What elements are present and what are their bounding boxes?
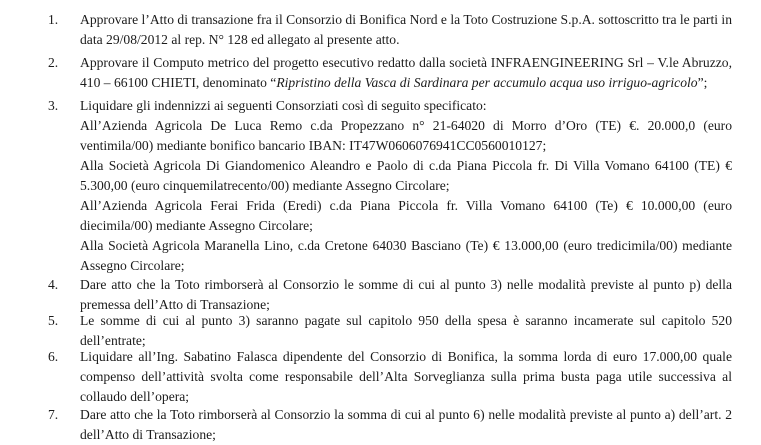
item-text xyxy=(80,53,732,93)
beneficiary-paragraph: Alla Società Agricola Di Giandomenico Aleandro e Paolo di c.da Piana Piccola fr. Di Villa Vomano 64100 (TE) € 5.300,00 (euro cinquemilatrecento/00) mediante Assegno Circolare; xyxy=(80,158,732,193)
item-number: 1. xyxy=(48,12,59,27)
item-number: 4. xyxy=(48,277,59,292)
beneficiary-paragraph: All’Azienda Agricola De Luca Remo c.da Propezzano n° 21-64020 di Morro d’Oro (TE) €. 20.000,0 (euro ventimila/00) mediante bonifico bancario IBAN: IT47W0606076941CC0560010127; xyxy=(80,118,732,153)
item-number: 2. xyxy=(48,55,59,70)
beneficiary-paragraph: Alla Società Agricola Maranella Lino, c.da Cretone 64030 Basciano (Te) € 13.000,00 (euro tredicimila/00) mediante Assegno Circolare; xyxy=(80,238,732,273)
item-text: Dare atto che la Toto rimborserà al Consorzio la somma di cui al punto 6) nelle modalità previste al punto a) dell’art. 2 dell’Atto di Transazione; xyxy=(80,407,732,442)
item-number: 3. xyxy=(48,98,59,113)
beneficiary-paragraph: All’Azienda Agricola Ferai Frida (Eredi) c.da Piana Piccola fr. Villa Vomano 64100 (Te) € 10.000,00 (euro diecimila/00) mediante Assegno Circolare; xyxy=(80,198,732,233)
item-text: Le somme di cui al punto 3) saranno pagate sul capitolo 950 della spesa è saranno incamerate sul capitolo 520 dell’entrate; xyxy=(80,313,732,348)
item-text: Liquidare all’Ing. Sabatino Falasca dipendente del Consorzio di Bonifica, la somma lorda di euro 17.000,00 quale compenso dell’attività svolta come responsabile dell’Alta Sorveglianza sulla prima busta paga utile successiva al collaudo dell’opera; xyxy=(80,349,732,404)
item-text: Dare atto che la Toto rimborserà al Consorzio le somme di cui al punto 3) nelle modalità previste al punto p) della premessa dell’Atto di Transazione; xyxy=(80,277,732,312)
item-text: Approvare l’Atto di transazione fra il Consorzio di Bonifica Nord e la Toto Costruzione S.p.A. sottoscritto tra le parti in data 29/08/2012 al rep. N° 128 ed allegato al presente atto. xyxy=(80,12,732,47)
project-title: Ripristino della Vasca di Sardinara per accumulo acqua uso irriguo-agricolo xyxy=(276,75,698,90)
item-text-start: Approvare il Computo metrico del progetto esecutivo redatto dalla società INFRAENGINEERING Srl – V.le Abruzzo, 410 – 66100 CHIETI, denominato “ xyxy=(80,55,732,90)
item-number: 5. xyxy=(48,313,59,328)
item-text-end: ”; xyxy=(697,75,708,90)
item-number: 6. xyxy=(48,349,59,364)
item-text: Liquidare gli indennizzi ai seguenti Consorziati così di seguito specificato: xyxy=(80,98,487,113)
item-number: 7. xyxy=(48,407,59,422)
